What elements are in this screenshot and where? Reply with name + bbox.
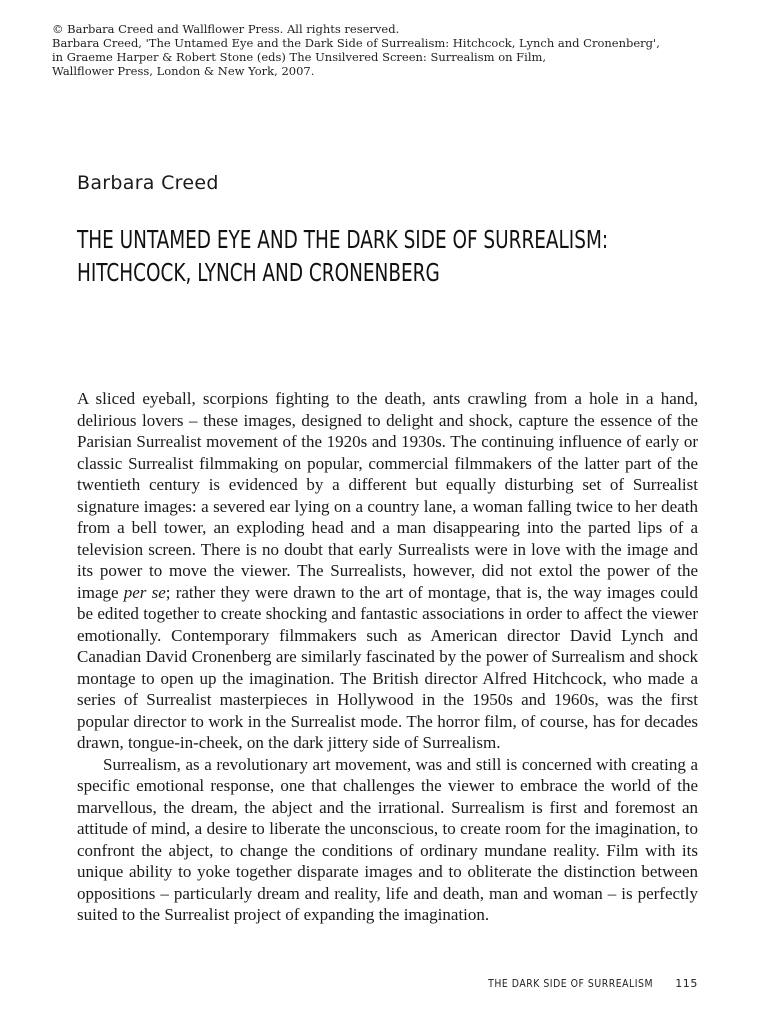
author-name: Barbara Creed — [77, 172, 219, 194]
italic-phrase: per se — [123, 582, 166, 602]
body-paragraph — [77, 388, 698, 754]
running-head: THE DARK SIDE OF SURREALISM — [488, 977, 654, 990]
article-title — [77, 223, 609, 289]
article-body — [77, 388, 698, 926]
body-paragraph: Surrealism, as a revolutionary art movement, was and still is concerned with creating a specific emotional response, one that challenges the viewer to embrace the world of the marvellous, the dream, the abject and the irrational. Surrealism is first and foremost an attitude of mind, a desire to liberate the unconscious, to create room for the imagination, to confront the abject, to change the conditions of ordinary mundane reality. Film with its unique ability to yoke together disparate images and to obliterate the distinction between oppositions – particularly dream and reality, life and death, man and woman – is perfectly suited to the Surrealist project of expanding the imagination. — [77, 754, 698, 924]
paragraph-text: ; rather they were drawn to the art of montage, that is, the way images could be edited together to create shocking and fantastic associations in order to affect the viewer emotionally. Contemporary filmmakers such as American director David Lynch and Canadian David Cronenberg are similarly fascinated by the power of Surrealism and shock montage to open up the imagination. The British director Alfred Hitchcock, who made a series of Surrealist masterpieces in Hollywood in the 1950s and 1960s, was the first popular director to work in the Surrealist mode. The horror film, of course, has for decades drawn, tongue-in-cheek, on the dark jittery side of Surrealism. — [77, 582, 698, 752]
citation-line: in Graeme Harper & Robert Stone (eds) The Unsilvered Screen: Surrealism on Film, — [52, 50, 547, 64]
copyright-line: © Barbara Creed and Wallflower Press. All rights reserved. — [52, 22, 400, 36]
title-line: THE UNTAMED EYE AND THE DARK SIDE OF SURREALISM: — [77, 225, 609, 254]
copyright-notice — [52, 22, 742, 78]
citation-line: Wallflower Press, London & New York, 2007. — [52, 64, 315, 78]
title-line: HITCHCOCK, LYNCH AND CRONENBERG — [77, 258, 440, 287]
page-footer — [459, 977, 698, 990]
page-number: 115 — [675, 977, 698, 990]
citation-line: Barbara Creed, 'The Untamed Eye and the Dark Side of Surrealism: Hitchcock, Lynch and Cronenberg', — [52, 36, 660, 50]
paragraph-text: A sliced eyeball, scorpions fighting to the death, ants crawling from a hole in a hand, delirious lovers – these images, designed to delight and shock, capture the essence of the Parisian Surrealist movement of the 1920s and 1930s. The continuing influence of early or classic Surrealist filmmaking on popular, commercial filmmakers of the latter part of the twentieth century is evidenced by a different but equally disturbing set of Surrealist signature images: a severed ear lying on a country lane, a woman falling twice to her death from a bell tower, an exploding head and a man disappearing into the parted lips of a television screen. There is no doubt that early Surrealists were in love with the image and its power to move the viewer. The Surrealists, however, did not extol the power of the image — [77, 389, 698, 602]
